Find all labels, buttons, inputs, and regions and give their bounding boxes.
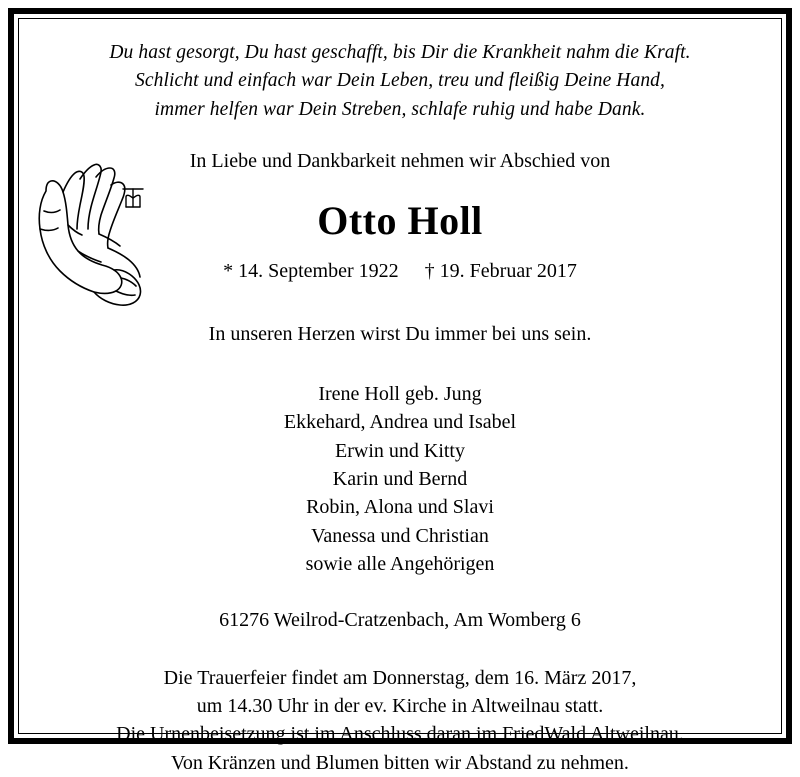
birth-date: * 14. September 1922	[223, 259, 399, 282]
list-item: Robin, Alona und Slavi	[306, 496, 494, 519]
verse-line-2: Schlicht und einfach war Dein Leben, treu und fleißig Deine Hand,	[134, 70, 666, 92]
service-details	[19, 664, 781, 777]
list-item: sowie alle Angehörigen	[305, 553, 495, 576]
service-line-4: Von Kränzen und Blumen bitten wir Abstand zu nehmen.	[171, 751, 629, 774]
list-item: Irene Holl geb. Jung	[318, 382, 482, 405]
list-item: Vanessa und Christian	[311, 524, 489, 547]
list-item: Karin und Bernd	[332, 467, 468, 490]
verse-line-3: immer helfen war Dein Streben, schlafe ruhig und habe Dank.	[154, 98, 646, 120]
farewell-line: In Liebe und Dankbarkeit nehmen wir Abschied von	[189, 149, 611, 172]
service-line-1: Die Trauerfeier findet am Donnerstag, dem 16. März 2017,	[163, 666, 637, 689]
service-line-2: um 14.30 Uhr in der ev. Kirche in Altweilnau statt.	[196, 694, 604, 717]
deceased-name: Otto Holl	[317, 197, 483, 243]
duerer-monogram-icon	[120, 185, 146, 211]
service-line-3: Die Urnenbeisetzung ist im Anschluss daran im FriedWald Altweilnau.	[116, 723, 684, 746]
verse-block	[19, 39, 781, 124]
death-date: † 19. Februar 2017	[424, 259, 577, 282]
list-item: Erwin und Kitty	[335, 439, 465, 462]
memory-line: In unseren Herzen wirst Du immer bei uns sein.	[208, 322, 592, 345]
family-list	[19, 380, 781, 579]
notice-content	[19, 19, 781, 774]
praying-hands-icon	[22, 155, 157, 310]
verse-line-1: Du hast gesorgt, Du hast geschafft, bis Dir die Krankheit nahm die Kraft.	[109, 42, 691, 63]
list-item: Ekkehard, Andrea und Isabel	[283, 411, 517, 434]
address-line: 61276 Weilrod-Cratzenbach, Am Womberg 6	[219, 608, 581, 631]
